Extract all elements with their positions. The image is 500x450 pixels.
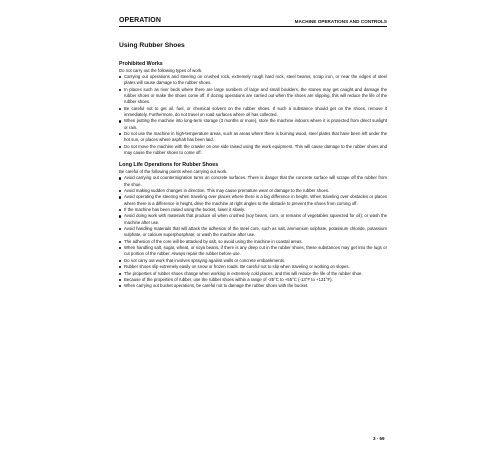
page-header — [119, 17, 387, 27]
list-item: Be careful not to get oil, fuel, or chemical solvent on the rubber shoes. If such a substance should get on the shoes, remove it immediately. Furthermore, do not travel on road surfaces where oil has collected. — [119, 106, 387, 119]
bullet-icon — [119, 190, 121, 192]
list-item: Avoid handling materials that will attack the adhesion of the steel core, such as salt, ammonium sulphate, potassium chloride, potassium sulphate, or calcium superphosphate; or wash the machine after use. — [119, 226, 387, 239]
list-item: Avoid making sudden changes in direction. This may cause premature wear or damage to the rubber shoes. — [119, 188, 387, 194]
section-title: OPERATION — [119, 17, 161, 24]
bullet-icon — [119, 146, 121, 148]
list-item: Because of the properties of rubber, use the rubber shoes within a range of -25°C to +55°C (-13°F to +131°F). — [119, 277, 387, 283]
prohibited-list — [119, 74, 387, 156]
list-item: The properties of rubber shoes change when working in extremely cold places, and this will reduce the life of the rubber shoe. — [119, 271, 387, 277]
list-item: Carrying out operations and steering on crushed rock, extremely rough hard rock, steel beams, scrap iron, or near the edges of steel plates will cause damage to the rubber shoes. — [119, 74, 387, 87]
bullet-icon — [119, 266, 121, 268]
page-number: 3 - 69 — [373, 436, 385, 441]
prohibited-heading: Prohibited Works — [119, 61, 163, 67]
list-item: Do not move the machine with the crawler on one side raised using the work equipment. This will cause damage to the rubber shoes and may cause the rubber shoes to come off. — [119, 144, 387, 157]
list-item: Avoid operating the steering when traveling over places where there is a big difference in height. When traveling over obstacles or places where there is a difference in height, drive the machine at right angles to the obstacle to prevent the shoes from coming off. — [119, 194, 387, 207]
list-item: Avoid carrying out countermigration turns on concrete surfaces. There is danger that the concrete surface will scrape off the rubber from the shoe. — [119, 175, 387, 188]
bullet-icon — [119, 209, 121, 211]
list-item: The adhesion of the core will be attacked by salt, so avoid using the machine in coastal areas. — [119, 239, 387, 245]
bullet-icon — [119, 177, 121, 179]
bullet-icon — [119, 247, 121, 249]
bullet-icon — [119, 241, 121, 243]
bullet-icon — [119, 215, 121, 217]
bullet-icon — [119, 285, 121, 287]
prohibited-intro: Do not carry out the following types of work. — [119, 67, 203, 73]
page-content — [119, 61, 387, 290]
list-item: When putting the machine into long-term storage (3 months or more), store the machine indoors where it is protected from direct sunlight or rain. — [119, 118, 387, 131]
longlife-intro: Be careful of the following points when carrying out work. — [119, 169, 228, 174]
page-title: Using Rubber Shoes — [119, 42, 185, 49]
list-item: Avoid doing work with materials that produce oil when crushed (soy beans, corn, or remains of vegetables squeezed for oil); or wash the machine after use. — [119, 213, 387, 226]
list-item: When carrying out bucket operations, be careful not to damage the rubber shoes with the bucket. — [119, 283, 387, 289]
bullet-icon — [119, 76, 121, 78]
longlife-list — [119, 175, 387, 289]
bullet-icon — [119, 273, 121, 275]
chapter-title: MACHINE OPERATIONS AND CONTROLS — [294, 19, 387, 24]
list-item: When handling salt, sugar, wheat, or soya beans, if there is any deep cut in the rubber shoes, these substances may get into the lugs or cut portion of the rubber. Always repair the rubber before use. — [119, 245, 387, 258]
bullet-icon — [119, 133, 121, 135]
bullet-icon — [119, 196, 121, 198]
list-item: If the machine has been raised using the bucket, lower it slowly. — [119, 207, 387, 213]
list-item: In places such as river beds where there are large numbers of large and small boulders, the stones may get caught and damage the rubber shoes or make the shoes come off. If dozing operations are carried out when the shoes are slipping, this will reduce the life of the rubber shoes. — [119, 87, 387, 106]
bullet-icon — [119, 108, 121, 110]
longlife-heading: Long Life Operations for Rubber Shoes — [119, 162, 219, 169]
list-item: Rubber shoes slip extremely easily on snow or frozen roads. Be careful not to slip when traveling or working on slopes. — [119, 264, 387, 270]
bullet-icon — [119, 228, 121, 230]
bullet-icon — [119, 89, 121, 91]
list-item: Do not carry out work that involves spraying against walls or concrete embankments. — [119, 258, 387, 264]
bullet-icon — [119, 260, 121, 262]
bullet-icon — [119, 120, 121, 122]
list-item: Do not use the machine in high-temperature areas, such as areas where there is burning wood, steel plates that have been left under the hot sun, or places where asphalt has been laid. — [119, 131, 387, 144]
bullet-icon — [119, 279, 121, 281]
